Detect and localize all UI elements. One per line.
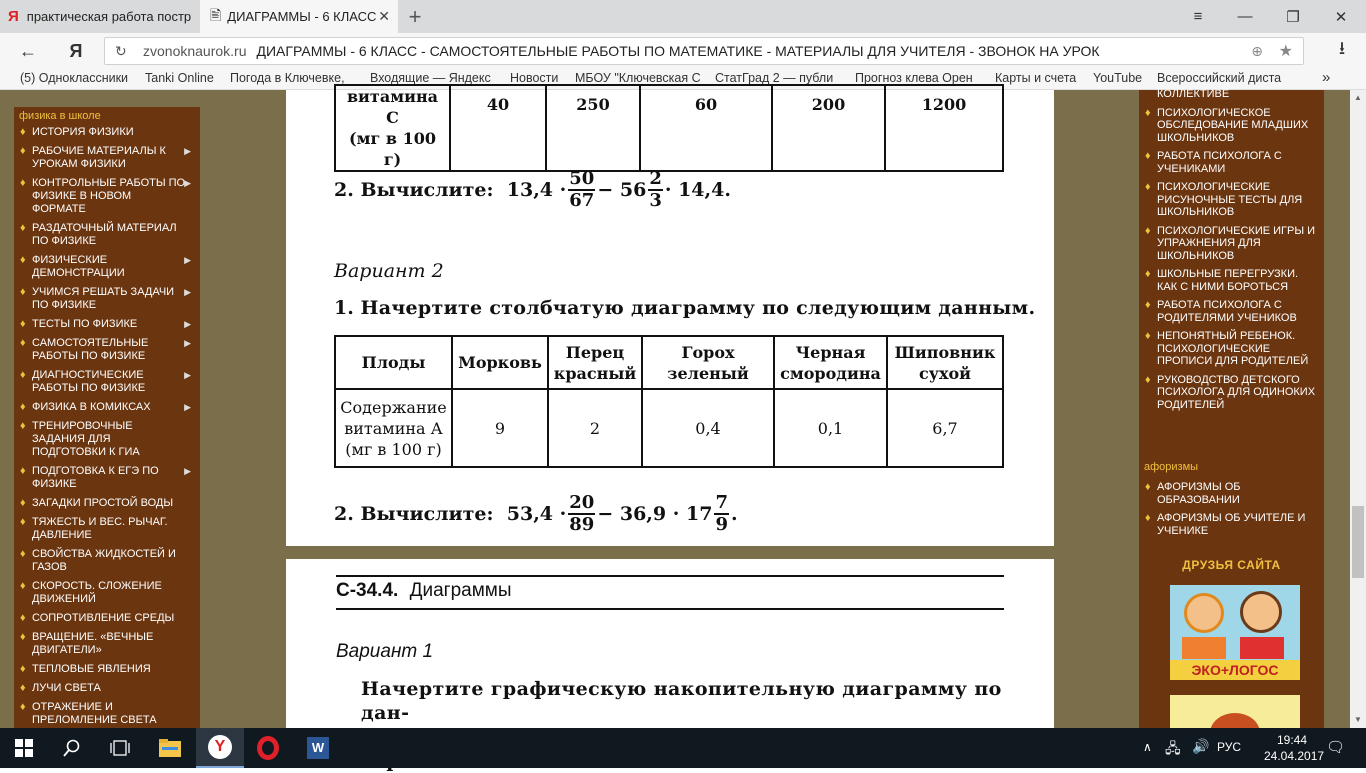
- url-field[interactable]: [104, 37, 1304, 65]
- tab-inactive[interactable]: [0, 0, 200, 33]
- expr-part: .: [730, 503, 738, 525]
- sidebar-item[interactable]: [14, 514, 200, 546]
- right-menu-item[interactable]: [1139, 88, 1324, 107]
- fraction-numerator: 50: [569, 168, 595, 189]
- table-header: Черная смородина: [774, 336, 887, 389]
- sidebar-item[interactable]: [14, 143, 200, 175]
- bullet-icon: ♦: [20, 580, 26, 592]
- bullet-icon: ♦: [20, 145, 26, 157]
- scroll-thumb[interactable]: [1352, 506, 1364, 578]
- bullet-icon: ♦: [1145, 106, 1151, 119]
- task-text: Вычислите:: [360, 179, 494, 201]
- bullet-icon: ♦: [20, 497, 26, 509]
- sidebar-item-label: ЗАГАДКИ ПРОСТОЙ ВОДЫ: [32, 497, 174, 509]
- sidebar-item-label: ФИЗИКА В КОМИКСАХ: [32, 401, 151, 413]
- sidebar-item[interactable]: [14, 578, 200, 610]
- volume-icon[interactable]: 🔊: [1192, 738, 1210, 754]
- url-host: zvonoknaurok.ru: [143, 43, 247, 59]
- friends-heading: ДРУЗЬЯ САЙТА: [1182, 558, 1281, 572]
- restore-button[interactable]: ❐: [1286, 8, 1300, 26]
- right-sidebar: [1139, 90, 1324, 730]
- sidebar-item[interactable]: [14, 661, 200, 680]
- tab-active[interactable]: [200, 0, 398, 33]
- table-header: Перец красный: [548, 336, 642, 389]
- submenu-arrow-icon: ▶: [184, 402, 191, 412]
- sidebar-item-label: ИСТОРИЯ ФИЗИКИ: [32, 126, 134, 138]
- bullet-icon: ♦: [20, 663, 26, 675]
- network-icon[interactable]: 🖧: [1165, 740, 1181, 756]
- sidebar-item[interactable]: [14, 124, 200, 143]
- rule-line: [336, 575, 1004, 577]
- bullet-icon: ♦: [1145, 481, 1151, 493]
- bullet-icon: ♦: [20, 254, 26, 266]
- right-menu-label: ПСИХОЛОГИЧЕСКИЕ РИСУНОЧНЫЕ ТЕСТЫ ДЛЯ ШКОЛЬНИКОВ: [1157, 181, 1303, 218]
- bookmark[interactable]: YouTube: [1093, 71, 1143, 85]
- task-text: Вычислите:: [360, 503, 494, 525]
- notification-icon[interactable]: 🗨: [1326, 739, 1346, 756]
- expr-part: 13,4 ·: [506, 179, 567, 201]
- sidebar-item-label: ФИЗИЧЕСКИЕ ДЕМОНСТРАЦИИ: [32, 254, 125, 279]
- submenu-arrow-icon: ▶: [184, 178, 191, 188]
- task-number: 2.: [334, 179, 354, 201]
- sidebar-heading: физика в школе: [19, 110, 101, 122]
- submenu-arrow-icon: ▶: [184, 287, 191, 297]
- opera-icon[interactable]: [244, 728, 292, 768]
- bullet-icon: ♦: [20, 286, 26, 298]
- bullet-icon: ♦: [20, 612, 26, 624]
- bullet-icon: ♦: [20, 401, 26, 413]
- row-label-line: Содержание: [340, 397, 447, 417]
- fraction: [714, 493, 729, 535]
- row-label-line: витамина А: [344, 418, 443, 438]
- sidebar-item[interactable]: [14, 546, 200, 578]
- expr-part: − 56: [597, 179, 647, 201]
- aphorism-link[interactable]: [1139, 512, 1324, 543]
- bookmark[interactable]: Карты и счета: [995, 71, 1077, 85]
- right-menu-item[interactable]: [1139, 374, 1324, 418]
- windows-start-icon[interactable]: [0, 728, 48, 768]
- table-cell: 2: [548, 389, 642, 467]
- sidebar-item-label: ОТРАЖЕНИЕ И ПРЕЛОМЛЕНИЕ СВЕТА: [32, 701, 157, 726]
- bullet-icon: ♦: [1145, 181, 1151, 193]
- sidebar-item[interactable]: [14, 699, 200, 731]
- bullet-icon: ♦: [20, 369, 26, 381]
- submenu-arrow-icon: ▶: [184, 255, 191, 265]
- bookmarks-more-icon[interactable]: »: [1322, 69, 1331, 86]
- language-indicator[interactable]: РУС: [1217, 740, 1242, 754]
- bookmark[interactable]: Всероссийский диста: [1157, 71, 1282, 85]
- task-1: [334, 297, 1035, 319]
- fraction-numerator: 20: [569, 492, 595, 513]
- address-bar: [0, 33, 1366, 69]
- variant-heading: Вариант 2: [334, 260, 444, 282]
- table-header: Шиповник сухой: [887, 336, 1003, 389]
- calc-task-1: [334, 168, 731, 212]
- section-heading: [336, 580, 512, 602]
- table-row-label: [335, 85, 450, 171]
- bookmark-star-icon[interactable]: ★: [1278, 43, 1293, 60]
- search-icon[interactable]: [48, 728, 96, 768]
- back-button[interactable]: ←: [19, 40, 37, 61]
- sidebar-item-label: УЧИМСЯ РЕШАТЬ ЗАДАЧИ ПО ФИЗИКЕ: [32, 286, 175, 311]
- submenu-arrow-icon: ▶: [184, 370, 191, 380]
- reload-icon[interactable]: ↻: [115, 42, 127, 59]
- kid-face-icon: [1240, 591, 1282, 633]
- sidebar-item[interactable]: [14, 418, 200, 463]
- tray-chevron-icon[interactable]: ∧: [1143, 740, 1152, 754]
- page-title: ДИАГРАММЫ - 6 КЛАСС - САМОСТОЯТЕЛЬНЫЕ РАБОТЫ ПО МАТЕМАТИКЕ - МАТЕРИАЛЫ ДЛЯ УЧИТЕЛЯ - ЗВОНОК НА УРОК: [256, 43, 1100, 59]
- fraction: [648, 169, 663, 211]
- table-header: Плоды: [335, 336, 452, 389]
- sidebar-item[interactable]: [14, 220, 200, 252]
- row-label-line: (мг в 100 г): [345, 439, 442, 459]
- bullet-icon: ♦: [20, 318, 26, 330]
- yandex-logo[interactable]: Я: [69, 40, 83, 61]
- sidebar-item-label: СОПРОТИВЛЕНИЕ СРЕДЫ: [32, 612, 175, 624]
- sidebar-menu: [14, 124, 200, 750]
- fraction-numerator: 7: [715, 492, 728, 513]
- kid-face-icon: [1184, 593, 1224, 633]
- banner-label: ЭКО+ЛОГОС: [1170, 660, 1300, 680]
- bookmark[interactable]: (5) Одноклассники: [20, 71, 129, 85]
- expr-part: − 36,9 · 17: [597, 503, 713, 525]
- sidebar-item[interactable]: [14, 463, 200, 495]
- friend-banner[interactable]: [1170, 585, 1300, 680]
- right-menu-item[interactable]: [1139, 299, 1324, 330]
- bookmark[interactable]: Tanki Online: [145, 71, 214, 85]
- bullet-icon: ♦: [20, 177, 26, 189]
- table-row-label: [335, 389, 452, 467]
- table-header: Морковь: [452, 336, 548, 389]
- bookmark[interactable]: МБОУ "Ключевская С: [575, 71, 701, 85]
- taskbar: [0, 728, 1366, 768]
- right-menu-label: РУКОВОДСТВО ДЕТСКОГО ПСИХОЛОГА ДЛЯ ОДИНОКИХ РОДИТЕЛЕЙ: [1157, 373, 1316, 411]
- close-window-button[interactable]: ✕: [1334, 8, 1348, 26]
- task-number: 2.: [334, 503, 354, 525]
- download-icon[interactable]: ⭳: [1338, 38, 1346, 58]
- sidebar-item-label: СВОЙСТВА ЖИДКОСТЕЙ И ГАЗОВ: [32, 548, 176, 573]
- bullet-icon: ♦: [1145, 268, 1151, 280]
- tab-title: практическая работа постр: [26, 9, 192, 24]
- sidebar-item[interactable]: [14, 252, 200, 284]
- sidebar-item[interactable]: [14, 335, 200, 367]
- submenu-arrow-icon: ▶: [184, 146, 191, 156]
- task-view-icon[interactable]: [96, 728, 144, 768]
- expr-part: · 14,4.: [664, 179, 731, 201]
- right-menu-label: ПСИХОЛОГИЧЕСКОЕ ОБСЛЕДОВАНИЕ МЛАДШИХ ШКОЛЬНИКОВ: [1157, 106, 1309, 144]
- psychology-menu: [1139, 90, 1324, 442]
- sidebar-item[interactable]: [14, 629, 200, 661]
- kid-body: [1182, 637, 1226, 659]
- scroll-up-icon[interactable]: ▲: [1354, 93, 1362, 102]
- calc-task-2: [334, 492, 738, 536]
- table-cell: 0,1: [774, 389, 887, 467]
- table-header: Горох зеленый: [642, 336, 774, 389]
- kid-body: [1240, 637, 1284, 659]
- vitamin-c-table: [334, 84, 1004, 172]
- worksheet-page: [286, 87, 1054, 546]
- sidebar-item[interactable]: [14, 284, 200, 316]
- bullet-icon: ♦: [1145, 224, 1151, 237]
- fraction-denominator: 67: [569, 190, 595, 211]
- right-menu-label: НЕПОНЯТНЫЙ РЕБЕНОК. ПСИХОЛОГИЧЕСКИЕ ПРОПИСИ ДЛЯ РОДИТЕЛЕЙ: [1157, 330, 1309, 367]
- aphorism-label: АФОРИЗМЫ ОБ УЧИТЕЛЕ И УЧЕНИКЕ: [1157, 512, 1306, 537]
- bullet-icon: ♦: [1145, 373, 1151, 386]
- bookmark[interactable]: Прогноз клева Орен: [855, 71, 973, 85]
- clock[interactable]: [1264, 732, 1325, 764]
- right-menu-item[interactable]: [1139, 225, 1324, 269]
- clock-date: 24.04.2017: [1264, 749, 1325, 763]
- scroll-down-icon[interactable]: ▼: [1354, 715, 1362, 724]
- bookmark[interactable]: СтатГрад 2 — публи: [715, 71, 834, 85]
- bullet-icon: ♦: [1145, 512, 1151, 524]
- sidebar-item[interactable]: [14, 610, 200, 629]
- word-icon[interactable]: W: [294, 728, 342, 768]
- sidebar-item-label: ТЯЖЕСТЬ И ВЕС. РЫЧАГ. ДАВЛЕНИЕ: [32, 516, 168, 541]
- sidebar-item-label: САМОСТОЯТЕЛЬНЫЕ РАБОТЫ ПО ФИЗИКЕ: [32, 337, 149, 362]
- submenu-arrow-icon: ▶: [184, 466, 191, 476]
- sidebar-item-label: ПОДГОТОВКА К ЕГЭ ПО ФИЗИКЕ: [32, 465, 159, 490]
- paragraph-line: Начертите графическую накопительную диаграмму по дан-: [361, 678, 1002, 724]
- row-label-line: витамина С: [346, 87, 439, 127]
- right-menu-label: ПСИХОЛОГИЧЕСКИЕ ИГРЫ И УПРАЖНЕНИЯ ДЛЯ ШКОЛЬНИКОВ: [1157, 224, 1316, 262]
- bullet-icon: ♦: [20, 420, 26, 432]
- sidebar-item[interactable]: [14, 495, 200, 514]
- right-menu-item[interactable]: [1139, 107, 1324, 151]
- bookmark[interactable]: Погода в Ключевке,: [230, 71, 345, 85]
- bullet-icon: ♦: [20, 631, 26, 643]
- task-text: Начертите столбчатую диаграмму по следующим данным.: [360, 297, 1036, 319]
- yandex-icon: Я: [8, 8, 19, 25]
- rule-line: [336, 608, 1004, 610]
- sidebar-item-label: ТЕПЛОВЫЕ ЯВЛЕНИЯ: [32, 663, 151, 675]
- expr-part: 53,4 ·: [506, 503, 567, 525]
- sidebar-item-label: ДИАГНОСТИЧЕСКИЕ РАБОТЫ ПО ФИЗИКЕ: [32, 369, 146, 394]
- bullet-icon: ♦: [1145, 150, 1151, 162]
- submenu-arrow-icon: ▶: [184, 338, 191, 348]
- bullet-icon: ♦: [20, 337, 26, 349]
- tab-title: ДИАГРАММЫ - 6 КЛАСС: [227, 9, 377, 24]
- document-icon: 🖹: [210, 6, 222, 23]
- sidebar-item-label: ТЕСТЫ ПО ФИЗИКЕ: [32, 318, 138, 330]
- new-tab-button[interactable]: +: [408, 3, 422, 29]
- bullet-icon: ♦: [1145, 330, 1151, 342]
- sidebar-item-label: СКОРОСТЬ. СЛОЖЕНИЕ ДВИЖЕНИЙ: [32, 580, 162, 605]
- protect-icon[interactable]: ⊕: [1251, 42, 1263, 59]
- fraction: [568, 493, 595, 535]
- submenu-arrow-icon: ▶: [184, 319, 191, 329]
- right-menu: [1139, 88, 1324, 417]
- table-cell: 250: [546, 85, 640, 171]
- file-explorer-icon[interactable]: [146, 728, 194, 768]
- bullet-icon: ♦: [20, 701, 26, 713]
- variant-heading: Вариант 1: [336, 641, 434, 662]
- right-menu-label: РАБОТА ПСИХОЛОГА С УЧЕНИКАМИ: [1157, 150, 1282, 175]
- menu-button[interactable]: ≡: [1193, 8, 1203, 25]
- right-menu-item[interactable]: [1139, 330, 1324, 374]
- right-menu-item[interactable]: [1139, 268, 1324, 299]
- vitamin-a-table: [334, 335, 1004, 468]
- sidebar-item[interactable]: [14, 399, 200, 418]
- bullet-icon: ♦: [20, 222, 26, 234]
- table-cell: 0,4: [642, 389, 774, 467]
- sidebar-item[interactable]: [14, 367, 200, 399]
- fraction-denominator: 3: [649, 190, 662, 211]
- left-sidebar: [14, 107, 200, 747]
- sidebar-item-label: ВРАЩЕНИЕ. «ВЕЧНЫЕ ДВИГАТЕЛИ»: [32, 631, 154, 656]
- fraction-denominator: 9: [715, 514, 728, 535]
- aphorisms-heading: афоризмы: [1144, 461, 1199, 473]
- right-menu-label: ШКОЛЬНЫЕ ПЕРЕГРУЗКИ. КАК С НИМИ БОРОТЬСЯ: [1157, 268, 1299, 293]
- table-cell: 1200: [885, 85, 1003, 171]
- aphorism-link[interactable]: [1139, 481, 1324, 512]
- minimize-button[interactable]: —: [1237, 8, 1253, 25]
- right-menu-label: РАБОТА ПСИХОЛОГА С РОДИТЕЛЯМИ УЧЕНИКОВ: [1157, 299, 1297, 324]
- bullet-icon: ♦: [20, 682, 26, 694]
- sidebar-item-label: РАБОЧИЕ МАТЕРИАЛЫ К УРОКАМ ФИЗИКИ: [32, 145, 166, 170]
- bullet-icon: ♦: [1145, 299, 1151, 311]
- bullet-icon: ♦: [20, 465, 26, 477]
- sidebar-item[interactable]: [14, 316, 200, 335]
- right-menu-item[interactable]: [1139, 181, 1324, 225]
- fraction-numerator: 2: [649, 168, 662, 189]
- bullet-icon: ♦: [20, 516, 26, 528]
- fraction: [568, 169, 595, 211]
- table-cell: 200: [772, 85, 885, 171]
- table-cell: 60: [640, 85, 772, 171]
- bullet-icon: ♦: [20, 548, 26, 560]
- bookmark[interactable]: Входящие — Яндекс: [370, 71, 491, 85]
- sidebar-item-label: ТРЕНИРОВОЧНЫЕ ЗАДАНИЯ ДЛЯ ПОДГОТОВКИ К ГИА: [32, 420, 140, 458]
- table-cell: 40: [450, 85, 546, 171]
- aphorism-label: АФОРИЗМЫ ОБ ОБРАЗОВАНИИ: [1157, 481, 1241, 506]
- yandex-browser-icon[interactable]: Y: [196, 728, 244, 768]
- bullet-icon: ♦: [20, 126, 26, 138]
- section-code: С-34.4.: [336, 580, 399, 601]
- right-menu-label: КОЛЛЕКТИВЕ: [1157, 88, 1230, 100]
- aphorisms-box: [1139, 457, 1324, 545]
- clock-time: 19:44: [1276, 733, 1308, 747]
- fraction-denominator: 89: [569, 514, 595, 535]
- sidebar-item[interactable]: [14, 175, 200, 220]
- sidebar-item-label: ЛУЧИ СВЕТА: [32, 682, 101, 694]
- task-number: 1.: [334, 297, 354, 319]
- page-viewport: [0, 87, 1350, 728]
- row-label-line: (мг в 100 г): [349, 129, 436, 169]
- right-menu-item[interactable]: [1139, 150, 1324, 181]
- section-title: Диаграммы: [409, 580, 512, 601]
- table-cell: 6,7: [887, 389, 1003, 467]
- sidebar-item-label: РАЗДАТОЧНЫЙ МАТЕРИАЛ ПО ФИЗИКЕ: [32, 222, 177, 247]
- table-cell: 9: [452, 389, 548, 467]
- sidebar-item-label: КОНТРОЛЬНЫЕ РАБОТЫ ПО ФИЗИКЕ В НОВОМ ФОРМАТЕ: [32, 177, 186, 215]
- page-scrollbar[interactable]: [1350, 90, 1366, 728]
- sidebar-item[interactable]: [14, 680, 200, 699]
- bookmark[interactable]: Новости: [510, 71, 559, 85]
- tab-bar: [0, 0, 1366, 33]
- close-tab-icon[interactable]: ✕: [378, 8, 390, 24]
